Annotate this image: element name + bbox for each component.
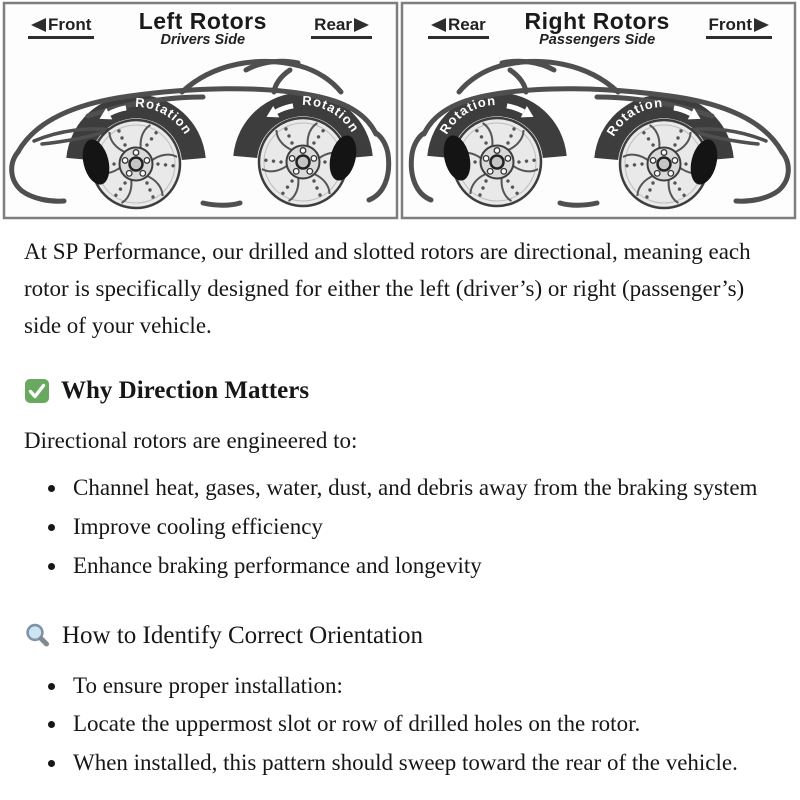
section-heading-text: How to Identify Correct Orientation [62, 621, 424, 649]
intro-paragraph: At SP Performance, our drilled and slotted rotors are directional, meaning each rotor is specifically designed for either the left (driver’s) or right (passenger’s) side of your vehicle. [24, 239, 751, 338]
panel-title: Right Rotors [524, 8, 670, 34]
list-item: • Enhance braking performance and longevity [68, 548, 772, 585]
check-mark-icon [24, 378, 50, 404]
article [0, 222, 800, 782]
list-item: • Improve cooling efficiency [68, 509, 772, 546]
section-heading-text: Why Direction Matters [61, 377, 310, 405]
rotation-label: Rotation [134, 94, 196, 138]
magnifying-glass-icon [24, 622, 51, 649]
front-label-text: Front [708, 15, 752, 34]
rear-label-text: Rear [448, 15, 486, 34]
rotor-direction-diagram [0, 0, 800, 222]
list-item: • Locate the uppermost slot or row of drilled holes on the rotor. [68, 706, 772, 743]
panel-subtitle: Passengers Side [539, 32, 656, 49]
list-item: • Channel heat, gases, water, dust, and debris away from the braking system [68, 470, 772, 507]
car-illustration-canvas [0, 0, 800, 222]
list-item: • When installed, this pattern should sweep toward the rear of the vehicle. [68, 745, 772, 782]
section-heading-why-direction-matters [24, 371, 772, 411]
benefits-list [24, 470, 772, 584]
section-heading-identify-orientation [24, 616, 772, 656]
rear-label-text: Rear [314, 15, 352, 34]
section1-lead: Directional rotors are engineered to: [24, 428, 358, 454]
rotation-label: Rotation [603, 94, 664, 139]
rotation-label: Rotation [301, 92, 363, 136]
panel-title: Left Rotors [138, 8, 267, 34]
front-label-text: Front [48, 15, 92, 34]
orientation-steps-list [24, 668, 772, 782]
list-item: • To ensure proper installation: [68, 668, 772, 705]
rotation-label: Rotation [436, 92, 497, 137]
panel-subtitle: Drivers Side [160, 32, 246, 49]
